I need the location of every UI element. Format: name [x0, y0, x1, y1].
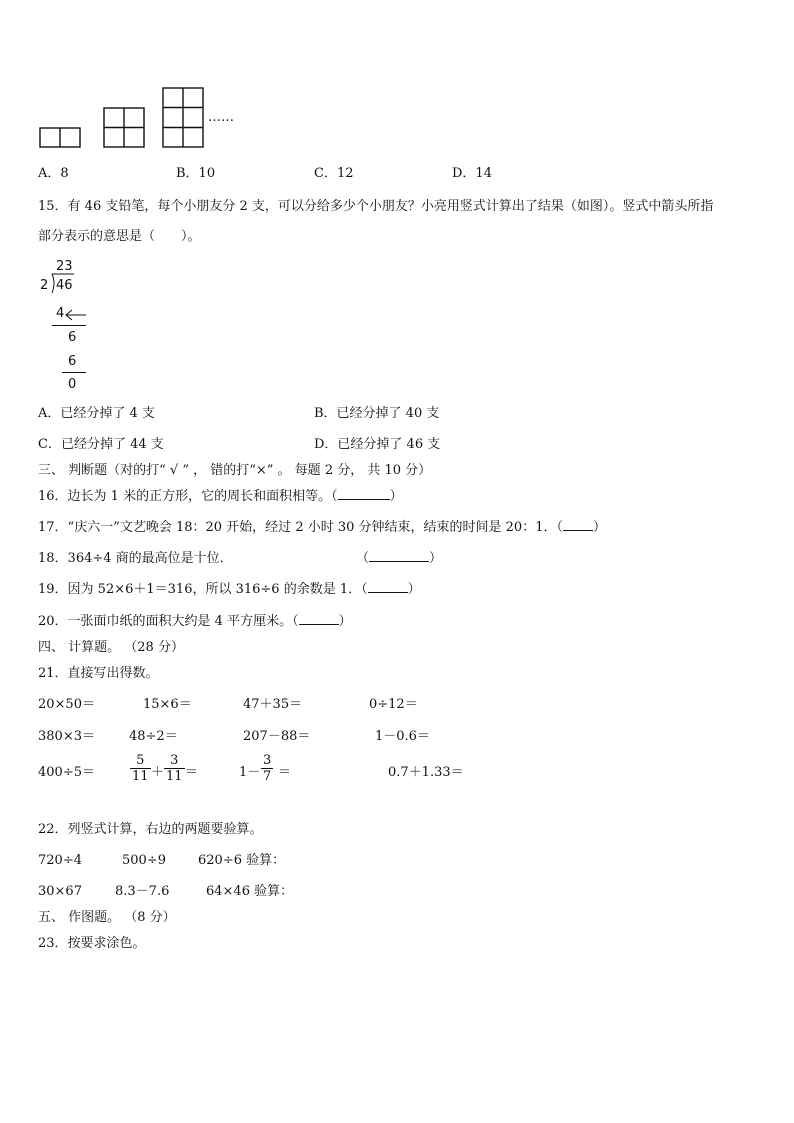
division-rule-1 — [52, 325, 86, 326]
numerator: 3 — [263, 753, 272, 768]
numerator: 3 — [164, 753, 185, 769]
calc-3-4: 0.7＋1.33＝ — [388, 765, 464, 780]
q15-option-b: B．已经分掉了 40 支 — [314, 406, 440, 421]
section-5-title: 五、 作图题。 （8 分） — [38, 910, 176, 925]
q21: 21．直接写出得数。 — [38, 666, 159, 681]
dividend: 46 — [56, 278, 73, 293]
q19-text: 19．因为 52×6＋1＝316，所以 316÷6 的余数是 1．（ — [38, 582, 368, 597]
plus-sign: ＋ — [151, 765, 165, 780]
ellipsis: …… — [208, 110, 234, 125]
fraction-5-11 — [130, 753, 151, 784]
left-arrow-icon — [64, 308, 88, 322]
answer-blank-20[interactable] — [299, 624, 339, 625]
step-2: 6 — [68, 330, 77, 345]
q23: 23．按要求涂色。 — [38, 936, 146, 951]
vertical-calc-3: 620÷6 验算： — [198, 853, 286, 868]
section-4-title: 四、 计算题。 （28 分） — [38, 640, 184, 655]
fraction-3-7 — [261, 753, 273, 784]
divisor: 2 — [40, 278, 49, 293]
q16-text: 16．边长为 1 米的正方形，它的周长和面积相等。（ — [38, 489, 338, 504]
section-3-title: 三、 判断题（对的打“ √ ” ， 错的打“×” 。 每题 2 分， 共 10 分） — [38, 463, 432, 478]
equals-sign: ＝ — [278, 765, 292, 780]
option-b: B．10 — [176, 166, 216, 181]
q16 — [38, 489, 403, 505]
denominator: 11 — [166, 769, 183, 784]
q16-close: ） — [389, 489, 403, 504]
quotient: 23 — [56, 259, 73, 274]
calc-1-4: 0÷12＝ — [369, 697, 418, 712]
calc-2-1: 380×3＝ — [38, 729, 95, 744]
calc-2-4: 1－0.6＝ — [375, 729, 430, 744]
q20 — [38, 614, 352, 630]
option-a: A．8 — [38, 166, 69, 181]
denominator: 7 — [263, 769, 272, 784]
figure-3 — [163, 88, 203, 147]
answer-blank-17[interactable] — [563, 530, 593, 531]
one-minus: 1－ — [239, 765, 261, 780]
division-rule-2 — [62, 372, 86, 373]
q18 — [356, 551, 442, 567]
q18-text: 18．364÷4 商的最高位是十位． — [38, 551, 233, 566]
step-3: 6 — [68, 354, 77, 369]
q18-open: （ — [356, 551, 370, 566]
fraction-3-11 — [164, 753, 185, 784]
vertical-calc-1: 720÷4 — [38, 853, 82, 868]
figure-1 — [40, 128, 80, 147]
q20-text: 20．一张面巾纸的面积大约是 4 平方厘米。（ — [38, 614, 299, 629]
q18-close: ） — [429, 551, 443, 566]
q19-close: ） — [407, 582, 421, 597]
denominator: 11 — [132, 769, 149, 784]
vertical-calc-2: 500÷9 — [122, 853, 166, 868]
calc-2-2: 48÷2＝ — [129, 729, 178, 744]
vertical-calc-6: 64×46 验算： — [206, 884, 294, 899]
q20-close: ） — [338, 614, 352, 629]
q15-option-c: C．已经分掉了 44 支 — [38, 437, 164, 452]
numerator: 5 — [130, 753, 151, 769]
q15-option-d: D．已经分掉了 46 支 — [314, 437, 441, 452]
answer-blank-19[interactable] — [368, 592, 408, 593]
q17-text: 17．“庆六一”文艺晚会 18：20 开始，经过 2 小时 30 分钟结束，结束的时间是 20：1．（ — [38, 520, 563, 535]
calc-1-2: 15×6＝ — [143, 697, 192, 712]
q15-option-a: A．已经分掉了 4 支 — [38, 406, 155, 421]
option-d: D．14 — [452, 166, 492, 181]
q15-line1: 15．有 46 支铅笔，每个小朋友分 2 支，可以分给多少个小朋友？小亮用竖式计算出了结果（如图）。竖式中箭头所指 — [38, 199, 714, 214]
calc-2-3: 207－88＝ — [243, 729, 311, 744]
vertical-calc-4: 30×67 — [38, 884, 82, 899]
remainder: 0 — [68, 377, 77, 392]
answer-blank-16[interactable] — [338, 499, 390, 500]
vertical-calc-5: 8.3－7.6 — [115, 884, 170, 899]
q22: 22．列竖式计算，右边的两题要验算。 — [38, 822, 263, 837]
q17-close: ） — [592, 520, 606, 535]
q19 — [38, 582, 421, 598]
equals-sign: ＝ — [185, 765, 199, 780]
answer-blank-18[interactable] — [369, 561, 429, 562]
q15-line2: 部分表示的意思是（ ）。 — [38, 229, 201, 244]
option-c: C．12 — [314, 166, 354, 181]
calc-1-1: 20×50＝ — [38, 697, 95, 712]
step-1: 4 — [56, 306, 65, 321]
calc-1-3: 47＋35＝ — [243, 697, 303, 712]
calc-3-1: 400÷5＝ — [38, 765, 95, 780]
figure-2 — [104, 108, 144, 147]
q17 — [38, 520, 606, 536]
